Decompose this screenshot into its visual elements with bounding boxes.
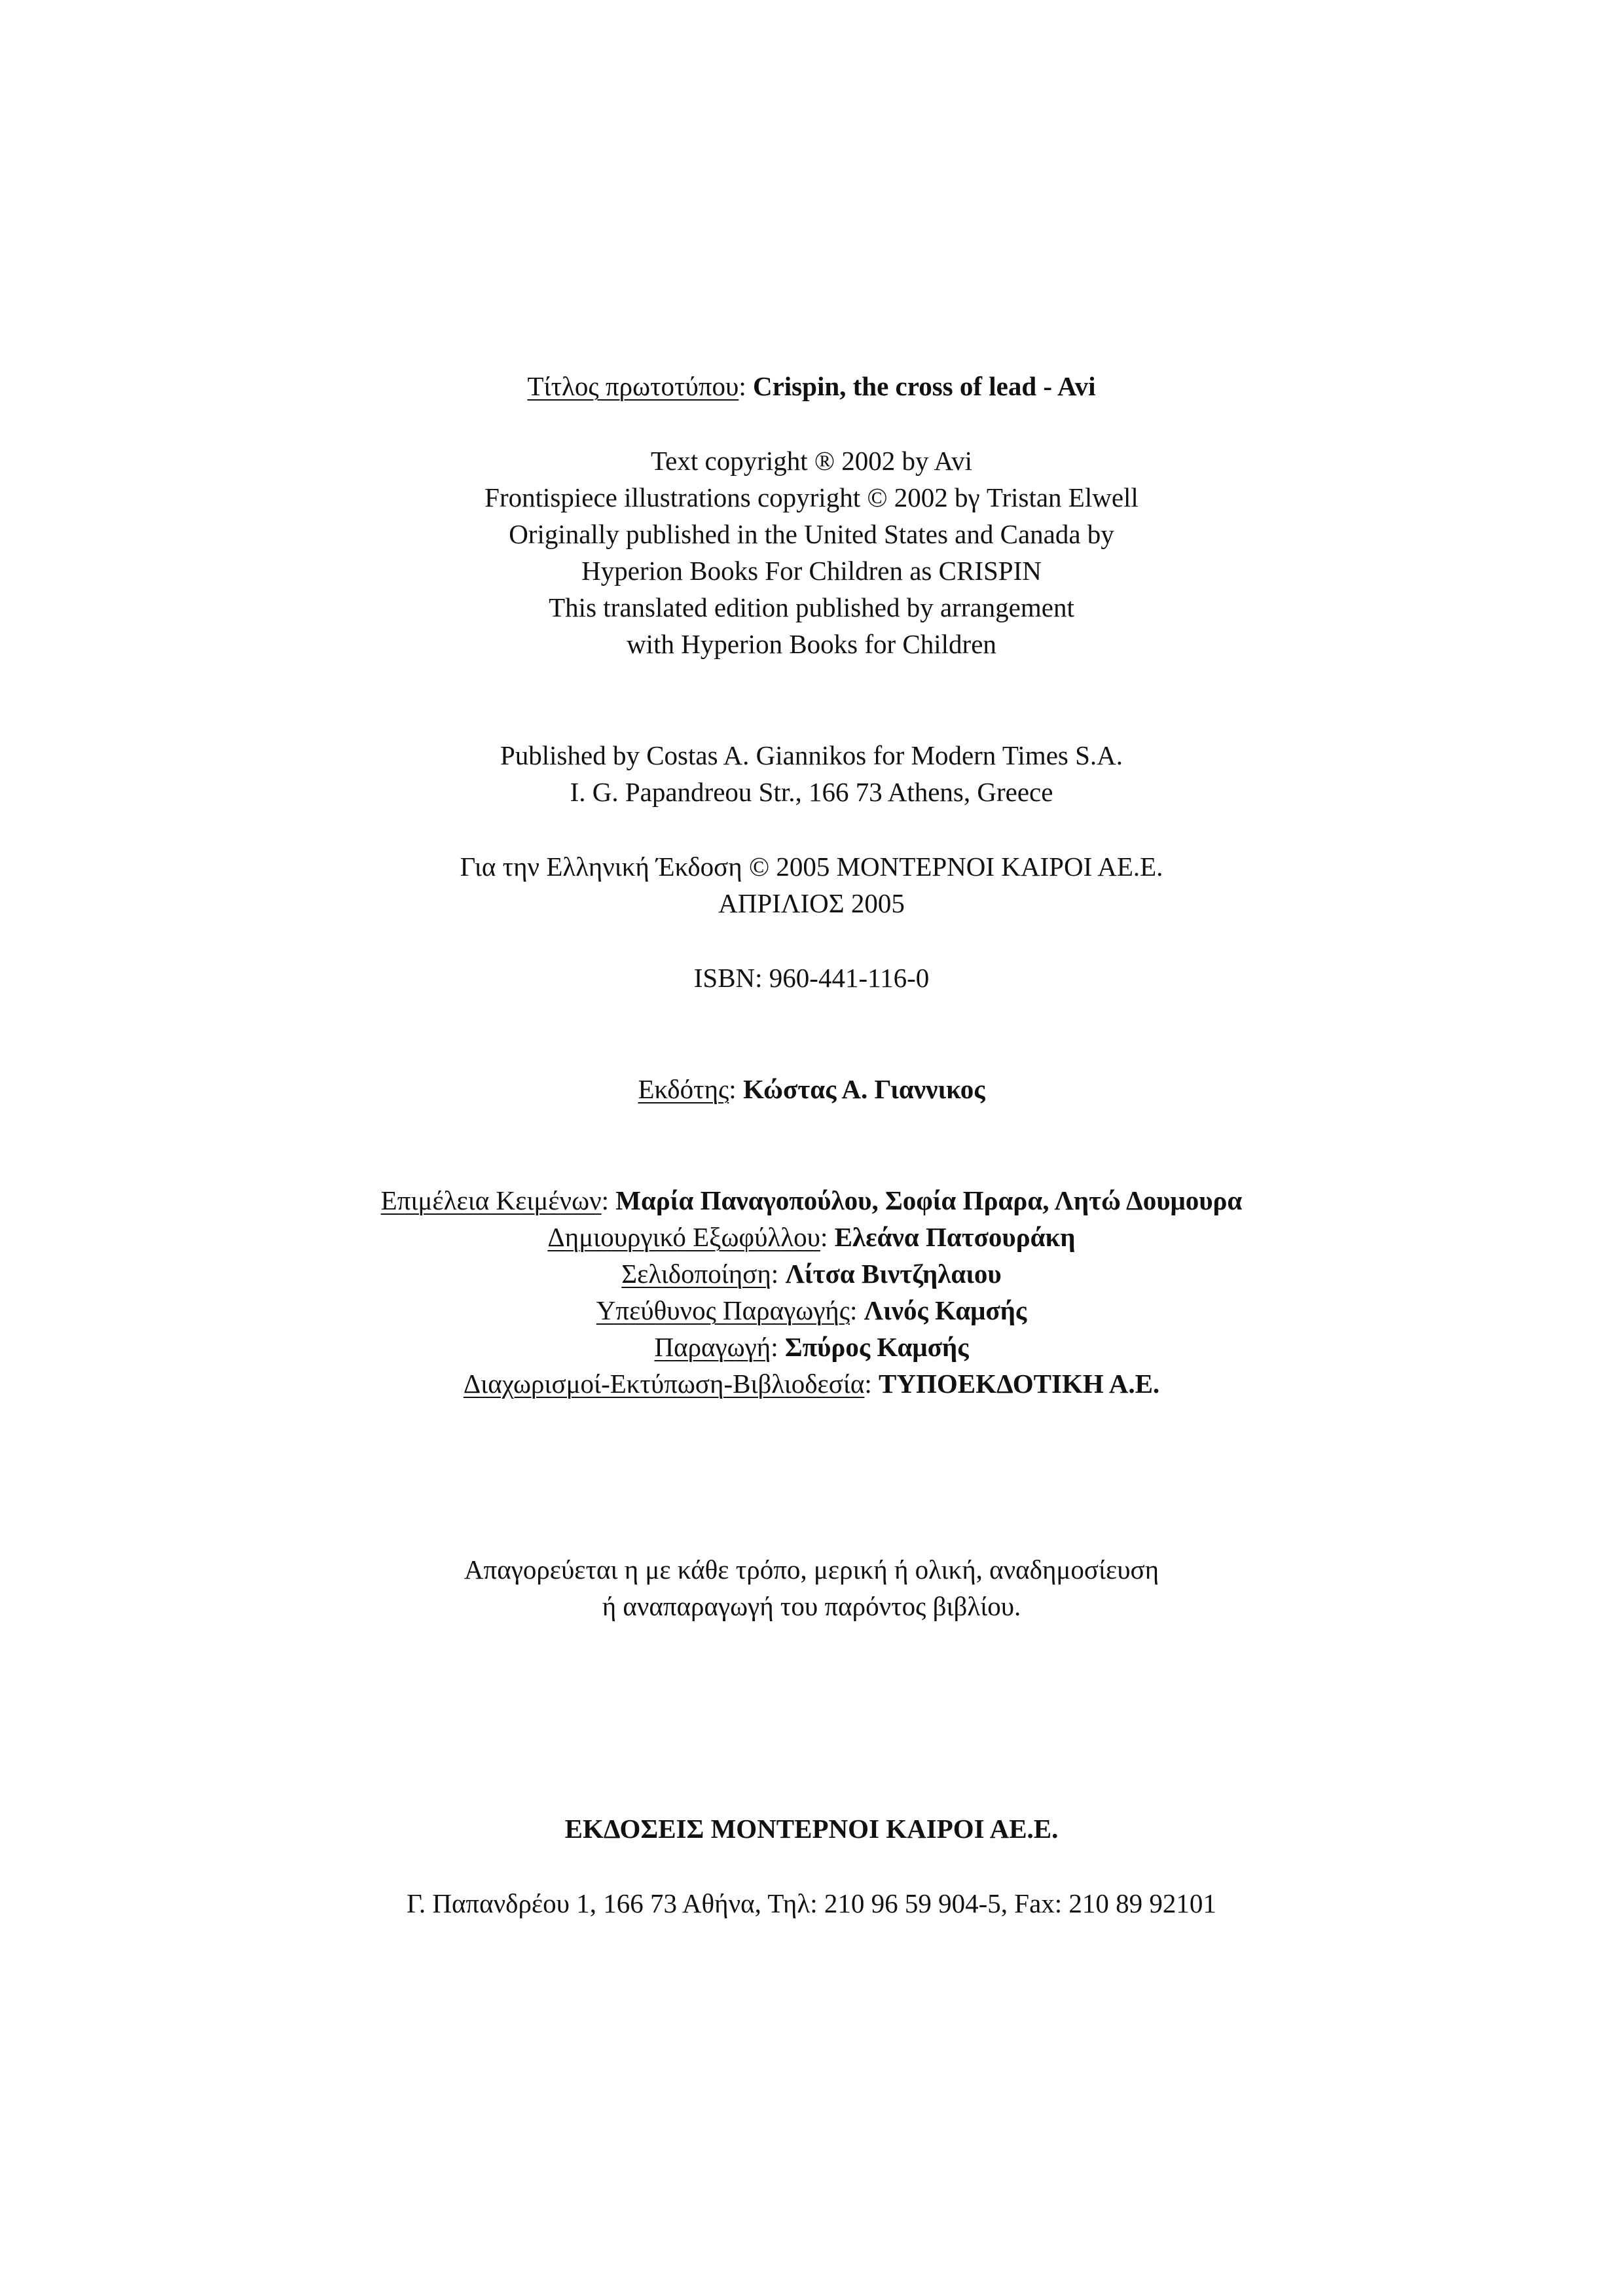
credit-line <box>0 1365 1623 1402</box>
credit-sep: : <box>864 1369 879 1399</box>
copyright-line: with Hyperion Books for Children <box>627 629 996 659</box>
copyright-line: This translated edition published by arrangement <box>549 592 1074 622</box>
original-title-label: Τίτλος πρωτοτύπου <box>527 371 739 401</box>
credit-sep: : <box>849 1295 864 1325</box>
credit-label: Διαχωρισμοί-Εκτύπωση-Βιβλιοδεσία <box>463 1369 865 1399</box>
copyright-line: Text copyright ® 2002 by Avi <box>651 446 972 476</box>
credit-line <box>0 1219 1623 1255</box>
credit-label: Υπεύθυνος Παραγωγής <box>596 1295 850 1325</box>
footer-address: Γ. Παπανδρέου 1, 166 73 Αθήνα, Τηλ: 210 96 59 904-5, Fax: 210 89 92101 <box>407 1888 1216 1918</box>
publisher-credit-line <box>0 1071 1623 1107</box>
original-title-sep: : <box>739 371 753 401</box>
copyright-line: Originally published in the United States and Canada by <box>509 519 1114 549</box>
publisher-credit-sep: : <box>729 1074 743 1104</box>
publisher-credit-label: Εκδότης <box>638 1074 729 1104</box>
greek-edition-date: ΑΠΡΙΛΙΟΣ 2005 <box>718 888 905 918</box>
copyright-line: Hyperion Books For Children as CRISPIN <box>581 556 1042 586</box>
credit-label: Δημιουργικό Εξωφύλλου <box>547 1222 820 1252</box>
publisher-line: Published by Costas A. Giannikos for Modern Times S.A. <box>500 740 1123 770</box>
credit-value: ΤΥΠΟΕΚΔΟΤΙΚΗ Α.Ε. <box>879 1369 1160 1399</box>
copyright-line: Frontispiece illustrations copyright © 2002 bγ Tristan Elwell <box>484 482 1139 512</box>
credit-line <box>0 1329 1623 1365</box>
footer-company: ΕΚΔΟΣΕΙΣ ΜΟΝΤΕΡΝΟΙ ΚΑΙΡΟΙ ΑΕ.Ε. <box>564 1814 1059 1844</box>
original-title-line <box>0 368 1623 404</box>
publisher-address-line: I. G. Papandreou Str., 166 73 Athens, Greece <box>570 777 1053 807</box>
credit-label: Σελιδοποίηση <box>621 1259 771 1289</box>
credit-value: Λινός Καμσής <box>864 1295 1027 1325</box>
reproduction-notice-line: ή αναπαραγωγή του παρόντος βιβλίου. <box>602 1591 1021 1621</box>
original-title-value: Crispin, the cross of lead - Avi <box>752 371 1096 401</box>
reproduction-notice-line: Απαγορεύεται η με κάθε τρόπο, μερική ή ολική, αναδημοσίευση <box>464 1554 1159 1585</box>
credit-value: Σπύρος Καμσής <box>784 1332 969 1362</box>
greek-edition-line: Για την Ελληνική Έκδοση © 2005 ΜΟΝΤΕΡΝΟΙ ΚΑΙΡΟΙ ΑΕ.Ε. <box>460 852 1163 882</box>
credit-line <box>0 1292 1623 1329</box>
credit-label: Επιμέλεια Κειμένων <box>380 1185 602 1215</box>
publisher-credit-value: Κώστας Α. Γιαννικος <box>742 1074 985 1104</box>
credit-line <box>0 1255 1623 1292</box>
credit-sep: : <box>820 1222 835 1252</box>
credit-line <box>0 1182 1623 1219</box>
credit-value: Λίτσα Βιντζηλαιου <box>785 1259 1002 1289</box>
credit-sep: : <box>601 1185 616 1215</box>
isbn: ISBN: 960-441-116-0 <box>693 963 930 993</box>
credit-sep: : <box>771 1259 786 1289</box>
credit-value: Ελεάνα Πατσουράκη <box>834 1222 1076 1252</box>
credit-label: Παραγωγή <box>654 1332 771 1362</box>
credit-sep: : <box>771 1332 785 1362</box>
credit-value: Μαρία Παναγοπούλου, Σοφία Πραρα, Λητώ Δουμουρα <box>615 1185 1243 1215</box>
